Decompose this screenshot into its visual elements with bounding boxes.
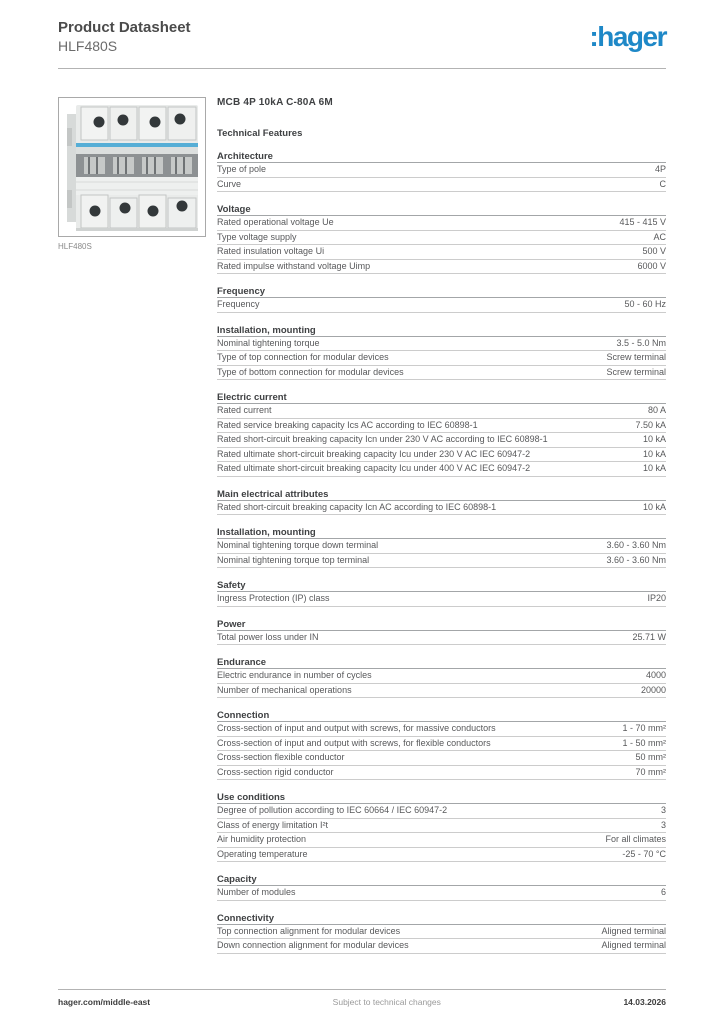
page-header xyxy=(0,0,724,54)
spec-row xyxy=(217,245,666,260)
spec-row-value: 3.5 - 5.0 Nm xyxy=(616,337,666,348)
spec-row-value: 4P xyxy=(654,164,666,174)
spec-section xyxy=(217,645,666,698)
spec-row xyxy=(217,766,666,781)
spec-row-label: Degree of pollution according to IEC 60664 / IEC 60947-2 xyxy=(217,805,448,815)
spec-row xyxy=(217,737,666,752)
product-name: MCB 4P 10kA C-80A 6M xyxy=(217,97,333,108)
spec-section xyxy=(217,380,666,477)
spec-row-value: Aligned terminal xyxy=(601,925,666,936)
spec-section xyxy=(217,192,666,274)
spec-row-label: Nominal tightening torque xyxy=(217,337,320,348)
spec-section xyxy=(217,901,666,954)
spec-row-value: 500 V xyxy=(642,246,666,256)
spec-row-value: 3 xyxy=(660,819,666,830)
spec-row-value: 3.60 - 3.60 Nm xyxy=(606,554,666,565)
spec-row xyxy=(217,925,666,940)
spec-row xyxy=(217,462,666,477)
spec-row xyxy=(217,684,666,699)
spec-row xyxy=(217,819,666,834)
footer-note: Subject to technical changes xyxy=(332,997,441,1007)
spec-row xyxy=(217,178,666,193)
spec-row xyxy=(217,163,666,178)
spec-row-label: Number of mechanical operations xyxy=(217,684,352,695)
spec-row-label: Cross-section of input and output with screws, for massive conductors xyxy=(217,723,496,733)
spec-row xyxy=(217,260,666,275)
spec-row-label: Down connection alignment for modular devices xyxy=(217,940,409,950)
spec-row xyxy=(217,366,666,381)
spec-row xyxy=(217,886,666,901)
spec-row-value: Screw terminal xyxy=(606,366,666,377)
spec-section-heading: Safety xyxy=(217,568,666,592)
spec-row-value: 10 kA xyxy=(642,434,666,444)
spec-row-value: 6 xyxy=(660,887,666,897)
spec-row-label: Cross-section of input and output with screws, for flexible conductors xyxy=(217,737,491,748)
spec-row-label: Rated ultimate short-circuit breaking capacity Icu under 230 V AC IEC 60947-2 xyxy=(217,448,531,459)
spec-row xyxy=(217,419,666,434)
spec-row-value: 7.50 kA xyxy=(635,419,666,430)
footer-website-link[interactable]: hager.com/middle-east xyxy=(58,997,151,1007)
spec-section xyxy=(217,477,666,516)
product-image-column xyxy=(58,97,206,954)
spec-sections xyxy=(217,139,666,954)
spec-row-label: Rated short-circuit breaking capacity Icn AC according to IEC 60898-1 xyxy=(217,501,497,512)
spec-row xyxy=(217,848,666,863)
spec-row xyxy=(217,804,666,819)
spec-row-value: AC xyxy=(653,231,666,242)
spec-section xyxy=(217,698,666,780)
spec-row-value: 6000 V xyxy=(637,260,666,271)
spec-row-value: 25.71 W xyxy=(632,631,666,642)
spec-section-heading: Frequency xyxy=(217,274,666,298)
spec-row xyxy=(217,216,666,231)
spec-section-heading: Architecture xyxy=(217,139,666,163)
spec-row-value: 1 - 70 mm² xyxy=(622,723,666,733)
spec-row xyxy=(217,351,666,366)
spec-column xyxy=(217,97,666,954)
spec-row-value: C xyxy=(659,178,666,189)
spec-row-label: Nominal tightening torque down terminal xyxy=(217,540,379,550)
bottom-terminals xyxy=(81,195,196,228)
spec-row-value: -25 - 70 °C xyxy=(622,848,666,859)
spec-row-label: Type of bottom connection for modular devices xyxy=(217,366,404,377)
spec-row xyxy=(217,833,666,848)
spec-row-label: Nominal tightening torque top terminal xyxy=(217,554,370,565)
top-terminals xyxy=(81,107,196,140)
spec-row-value: For all climates xyxy=(605,834,666,844)
spec-section-heading: Connectivity xyxy=(217,901,666,925)
hager-logo: :hager xyxy=(589,21,666,52)
spec-row-label: Cross-section rigid conductor xyxy=(217,766,334,777)
spec-row-label: Operating temperature xyxy=(217,848,308,859)
spec-row xyxy=(217,631,666,646)
product-code: HLF480S xyxy=(58,38,118,54)
spec-section-heading: Electric current xyxy=(217,380,666,404)
spec-section-heading: Power xyxy=(217,607,666,631)
spec-row-value: Aligned terminal xyxy=(601,940,666,950)
spec-row-value: 10 kA xyxy=(642,463,666,473)
spec-section xyxy=(217,139,666,192)
spec-row-label: Number of modules xyxy=(217,887,296,897)
product-image xyxy=(59,98,205,236)
spec-row-label: Curve xyxy=(217,178,242,189)
product-image-frame xyxy=(58,97,206,237)
spec-section xyxy=(217,862,666,901)
spec-row xyxy=(217,539,666,554)
spec-row-label: Rated service breaking capacity Ics AC according to IEC 60898-1 xyxy=(217,419,478,430)
spec-section-heading: Main electrical attributes xyxy=(217,477,666,501)
spec-row xyxy=(217,448,666,463)
spec-row-label: Type of pole xyxy=(217,164,267,174)
spec-row-label: Rated current xyxy=(217,405,272,415)
spec-row-label: Cross-section flexible conductor xyxy=(217,752,345,762)
spec-row-label: Frequency xyxy=(217,299,260,309)
spec-row xyxy=(217,433,666,448)
spec-row xyxy=(217,231,666,246)
spec-row-label: Rated impulse withstand voltage Uimp xyxy=(217,260,371,271)
spec-section-heading: Capacity xyxy=(217,862,666,886)
spec-row-label: Rated insulation voltage Ui xyxy=(217,246,325,256)
header-divider xyxy=(58,68,666,69)
spec-section xyxy=(217,568,666,607)
spec-row xyxy=(217,669,666,684)
spec-row-value: 50 - 60 Hz xyxy=(624,299,666,309)
spec-row-value: 70 mm² xyxy=(635,766,666,777)
spec-section-heading: Connection xyxy=(217,698,666,722)
spec-section-heading: Voltage xyxy=(217,192,666,216)
spec-row-value: 10 kA xyxy=(642,448,666,459)
spec-section-heading: Installation, mounting xyxy=(217,515,666,539)
spec-row-label: Top connection alignment for modular devices xyxy=(217,925,401,936)
spec-row-value: IP20 xyxy=(647,593,666,603)
spec-section xyxy=(217,313,666,381)
spec-row-label: Total power loss under IN xyxy=(217,631,319,642)
page-footer xyxy=(58,989,666,1007)
spec-section xyxy=(217,274,666,313)
footer-date: 14.03.2026 xyxy=(623,997,666,1007)
spec-section xyxy=(217,515,666,568)
spec-row-label: Rated ultimate short-circuit breaking capacity Icu under 400 V AC IEC 60947-2 xyxy=(217,463,531,473)
spec-section xyxy=(217,607,666,646)
spec-row-value: 3.60 - 3.60 Nm xyxy=(606,540,666,550)
spec-row-value: 20000 xyxy=(640,684,666,695)
spec-row-value: 3 xyxy=(660,805,666,815)
product-image-caption: HLF480S xyxy=(58,242,92,251)
spec-row-label: Class of energy limitation I²t xyxy=(217,819,329,830)
spec-row xyxy=(217,501,666,516)
spec-row-value: 80 A xyxy=(647,405,666,415)
spec-row-value: 10 kA xyxy=(642,501,666,512)
spec-section-heading: Use conditions xyxy=(217,780,666,804)
spec-row-label: Air humidity protection xyxy=(217,834,307,844)
spec-row xyxy=(217,298,666,313)
spec-row-value: 415 - 415 V xyxy=(619,217,666,227)
spec-row xyxy=(217,939,666,954)
spec-row xyxy=(217,337,666,352)
spec-section-heading: Endurance xyxy=(217,645,666,669)
spec-section xyxy=(217,780,666,862)
spec-row xyxy=(217,404,666,419)
spec-row xyxy=(217,722,666,737)
spec-row-label: Rated short-circuit breaking capacity Icn under 230 V AC according to IEC 60898-1 xyxy=(217,434,548,444)
spec-row-label: Type of top connection for modular devices xyxy=(217,352,389,362)
spec-section-heading: Installation, mounting xyxy=(217,313,666,337)
spec-row-label: Rated operational voltage Ue xyxy=(217,217,334,227)
spec-row-value: Screw terminal xyxy=(606,352,666,362)
spec-row-value: 4000 xyxy=(645,670,666,680)
spec-row-value: 1 - 50 mm² xyxy=(622,737,666,748)
page-title: Product Datasheet xyxy=(58,19,191,36)
technical-features-heading: Technical Features xyxy=(217,128,303,139)
spec-row-label: Type voltage supply xyxy=(217,231,297,242)
spec-row-label: Electric endurance in number of cycles xyxy=(217,670,372,680)
main-content xyxy=(58,97,666,954)
spec-row-label: Ingress Protection (IP) class xyxy=(217,593,330,603)
spec-row xyxy=(217,751,666,766)
spec-row xyxy=(217,592,666,607)
spec-row xyxy=(217,554,666,569)
spec-row-value: 50 mm² xyxy=(635,752,666,762)
